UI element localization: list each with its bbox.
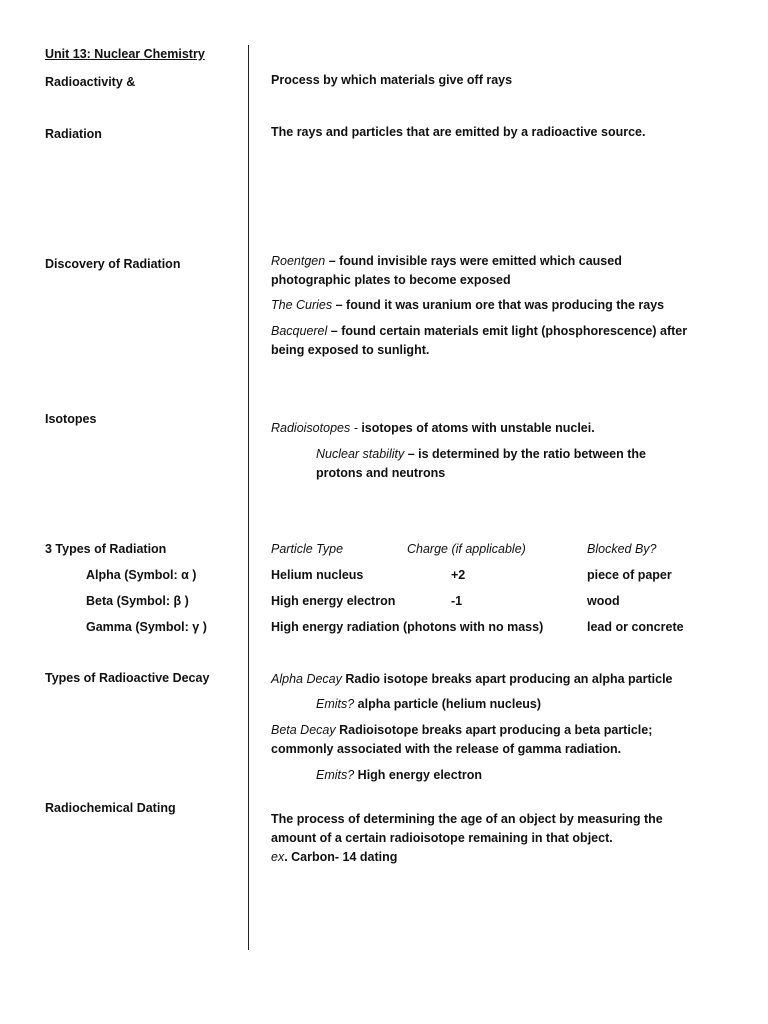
- def-roentgen-line2: photographic plates to become exposed: [271, 273, 511, 287]
- def-radioactivity: Process by which materials give off rays: [271, 73, 513, 87]
- def-bacquerel-line1: [271, 324, 687, 338]
- term-types-radiation: 3 Types of Radiation: [45, 542, 167, 556]
- def-dating-line2: amount of a certain radioisotope remaining in that object.: [271, 831, 613, 845]
- term-gamma: Gamma (Symbol: γ ): [86, 620, 207, 634]
- table-header-particle: Particle Type: [271, 542, 344, 556]
- def-bacquerel-line2: being exposed to sunlight.: [271, 343, 430, 357]
- beta-emits-label: Emits?: [316, 768, 355, 782]
- bacquerel-name: Bacquerel: [271, 324, 328, 338]
- def-beta-decay-line1: [271, 723, 652, 737]
- term-radioactivity: Radioactivity &: [45, 75, 136, 89]
- alpha-decay-text: Radio isotope breaks apart producing an alpha particle: [341, 672, 673, 686]
- term-beta: Beta (Symbol: β ): [86, 594, 189, 608]
- def-curies: [271, 298, 664, 312]
- alpha-emits-text: alpha particle (helium nucleus): [354, 697, 542, 711]
- table-cell-charge: +2: [451, 568, 466, 582]
- term-dating: Radiochemical Dating: [45, 801, 176, 815]
- term-alpha: Alpha (Symbol: α ): [86, 568, 197, 582]
- table-cell-charge: -1: [451, 594, 463, 608]
- page-title: Unit 13: Nuclear Chemistry: [45, 47, 205, 61]
- term-decay: Types of Radioactive Decay: [45, 671, 210, 685]
- term-radiation: Radiation: [45, 127, 102, 141]
- alpha-decay-label: Alpha Decay: [271, 672, 342, 686]
- alpha-emits-label: Emits?: [316, 697, 355, 711]
- roentgen-text: – found invisible rays were emitted which caused: [325, 254, 622, 268]
- bacquerel-text: – found certain materials emit light (phosphorescence) after: [327, 324, 688, 338]
- table-cell-particle: Helium nucleus: [271, 568, 364, 582]
- table-cell-particle: High energy radiation (photons with no mass): [271, 620, 544, 634]
- example-text: . Carbon- 14 dating: [284, 850, 398, 864]
- table-cell-blocked: lead or concrete: [587, 620, 684, 634]
- roentgen-name: Roentgen: [271, 254, 326, 268]
- def-radiation: The rays and particles that are emitted by a radioactive source.: [271, 125, 646, 139]
- def-radioisotopes: [271, 421, 595, 435]
- beta-decay-text: Radioisotope breaks apart producing a beta particle;: [335, 723, 653, 737]
- table-cell-blocked: wood: [587, 594, 620, 608]
- beta-decay-label: Beta Decay: [271, 723, 336, 737]
- table-header-blocked: Blocked By?: [587, 542, 657, 556]
- def-beta-emits: [316, 768, 482, 782]
- column-divider: [248, 45, 249, 950]
- table-cell-particle: High energy electron: [271, 594, 396, 608]
- term-discovery: Discovery of Radiation: [45, 257, 181, 271]
- table-cell-blocked: piece of paper: [587, 568, 672, 582]
- term-isotopes: Isotopes: [45, 412, 97, 426]
- def-dating-line1: The process of determining the age of an object by measuring the: [271, 812, 663, 826]
- stability-text: – is determined by the ratio between the: [404, 447, 646, 461]
- def-roentgen-line1: [271, 254, 622, 268]
- beta-emits-text: High energy electron: [354, 768, 483, 782]
- curies-text: – found it was uranium ore that was producing the rays: [332, 298, 665, 312]
- def-stability-line2: protons and neutrons: [316, 466, 446, 480]
- def-alpha-decay: [271, 672, 673, 686]
- radioisotopes-text: isotopes of atoms with unstable nuclei.: [361, 421, 595, 435]
- curies-name: The Curies: [271, 298, 333, 312]
- table-header-charge: Charge (if applicable): [407, 542, 526, 556]
- example-label: ex: [271, 850, 285, 864]
- def-stability-line1: [316, 447, 646, 461]
- def-alpha-emits: [316, 697, 541, 711]
- def-beta-decay-line2: commonly associated with the release of gamma radiation.: [271, 742, 622, 756]
- radioisotopes-label: Radioisotopes -: [271, 421, 362, 435]
- stability-label: Nuclear stability: [316, 447, 405, 461]
- def-dating-example: [271, 850, 397, 864]
